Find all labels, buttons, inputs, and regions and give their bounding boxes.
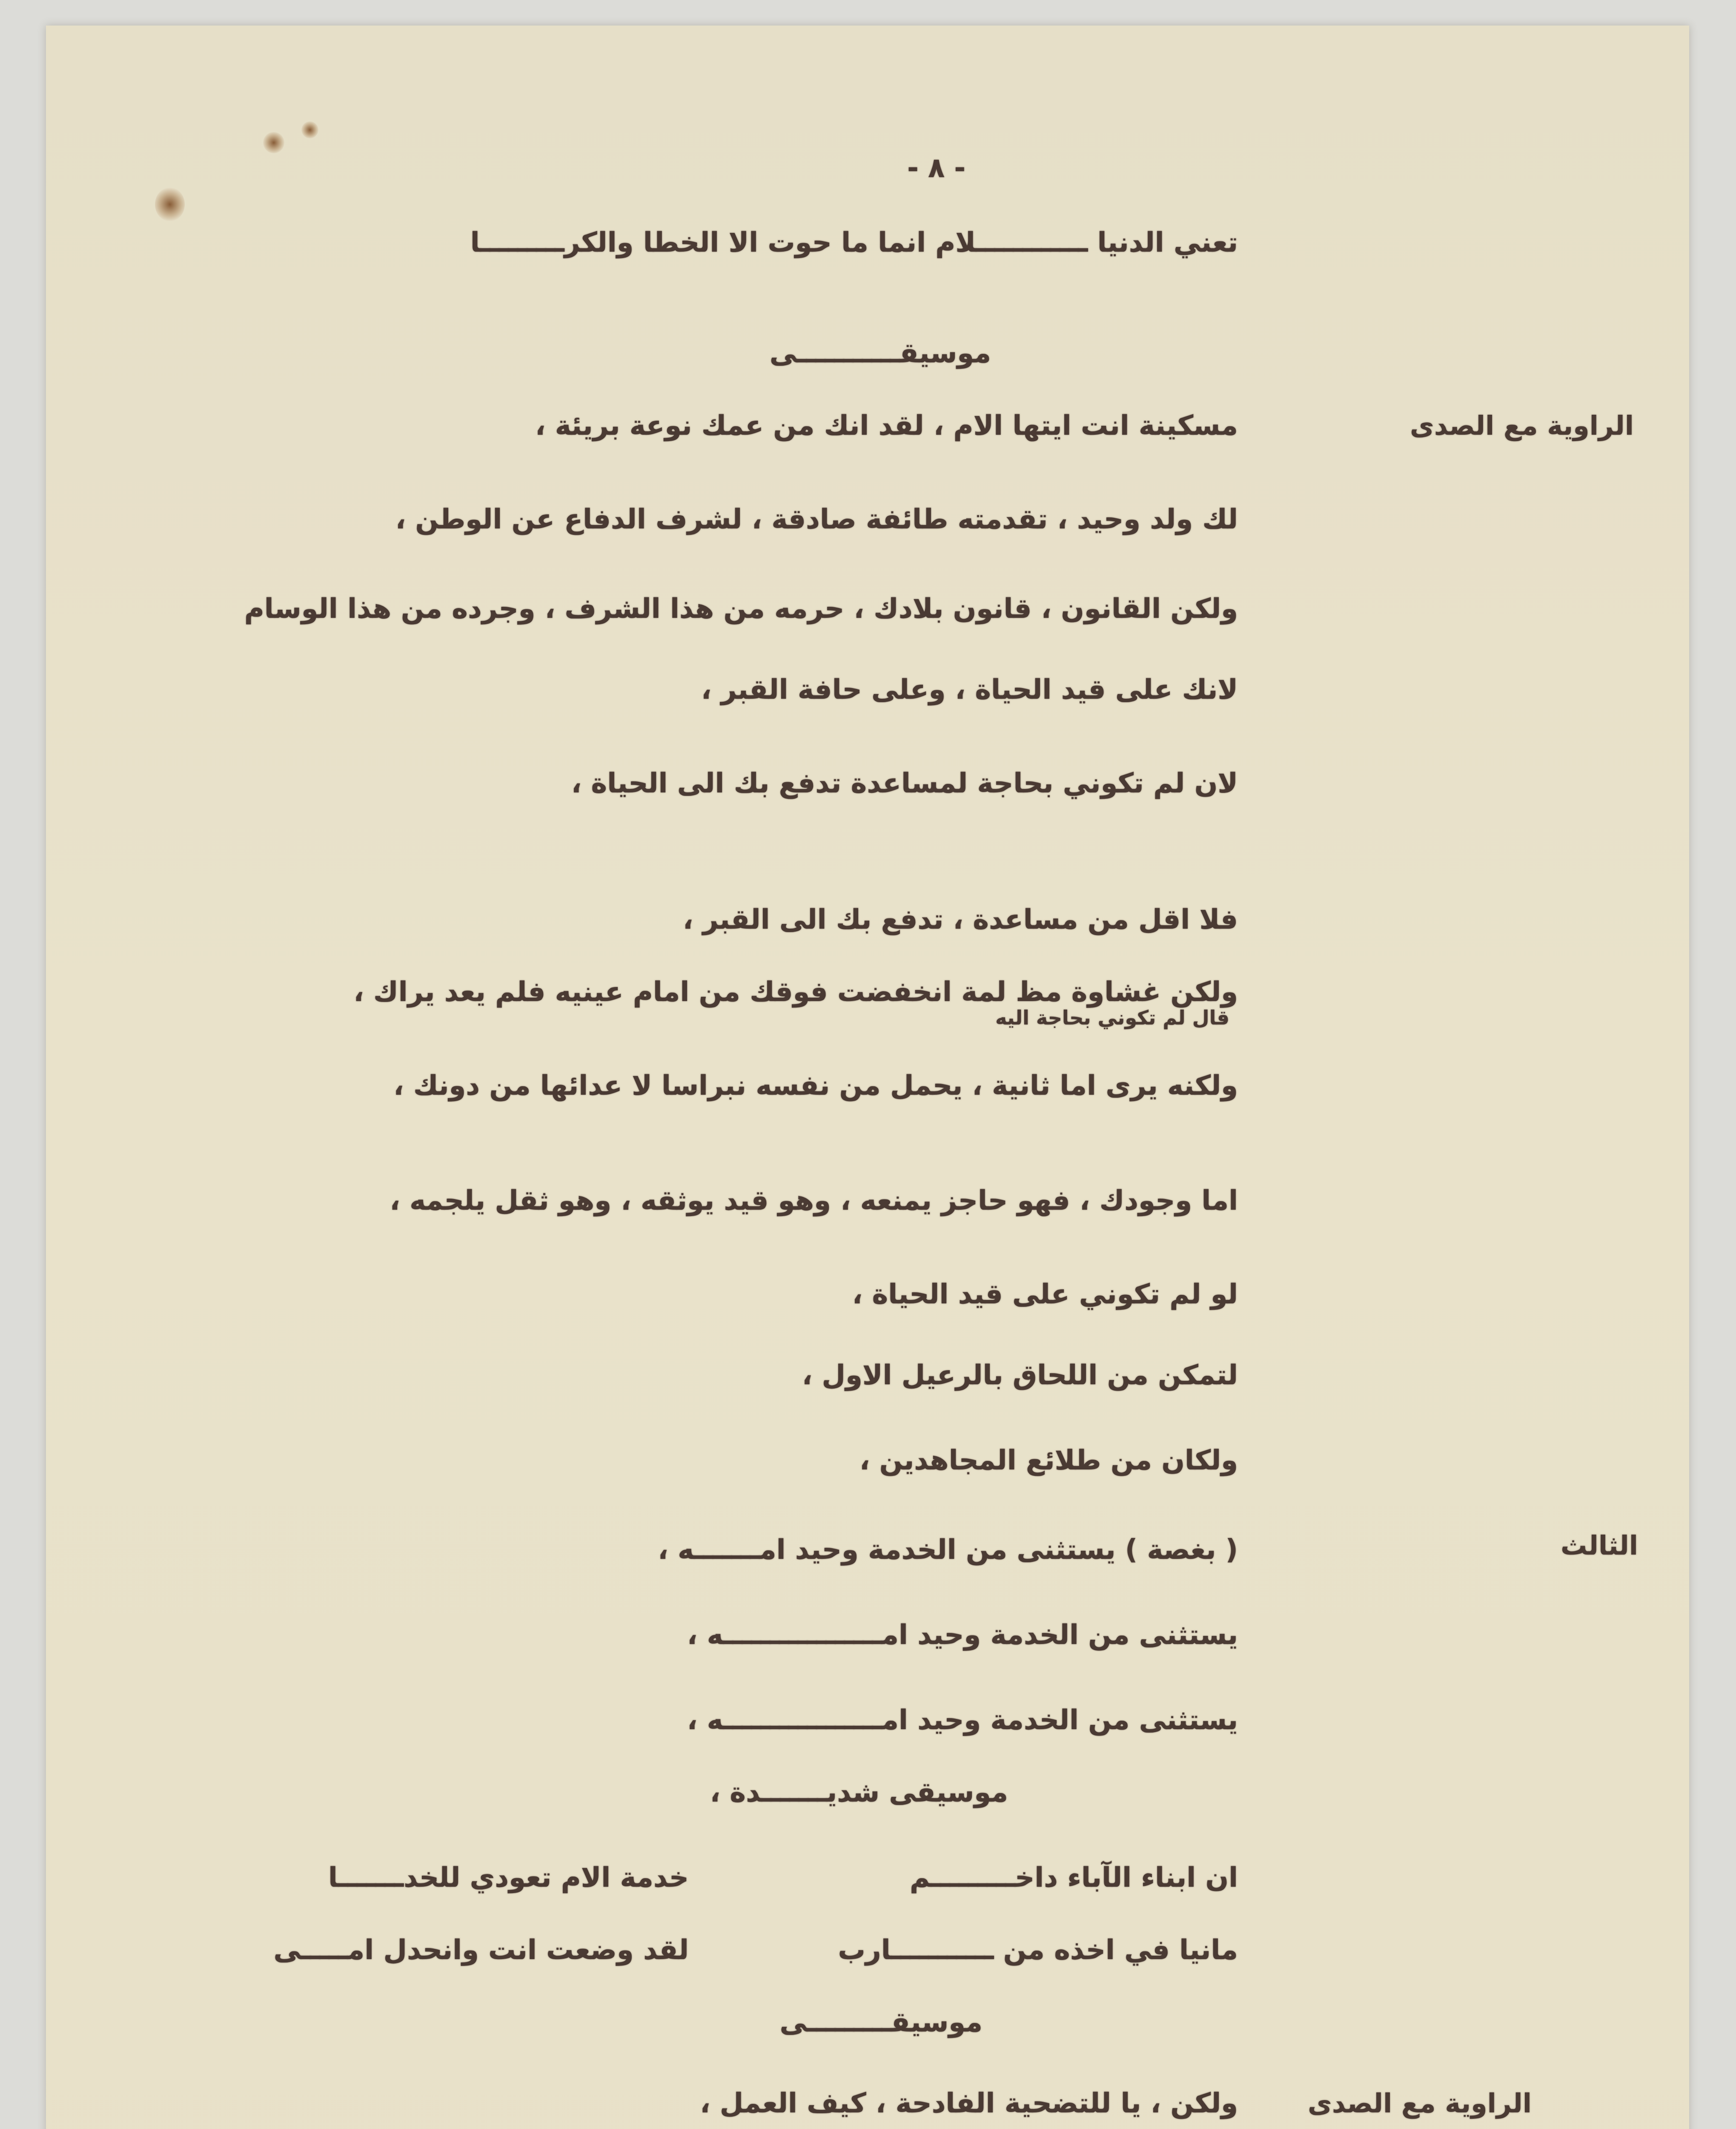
speaker-label: الراوية مع الصدى xyxy=(1308,2088,1532,2119)
burn-stain xyxy=(301,121,318,138)
script-line: لتمكن من اللحاق بالرعيل الاول ، xyxy=(802,1360,1238,1391)
script-line: ولكن ، يا للتضحية الفادحة ، كيف العمل ، xyxy=(700,2088,1238,2119)
page-number: - ٨ - xyxy=(907,152,965,184)
script-line: موسيقـــــــــى xyxy=(779,2007,983,2038)
script-line: مانيا في اخذه من ـــــــــــارب xyxy=(838,1934,1238,1966)
script-line: ولكن غشاوة مظ لمة انخفضت فوقك من امام عينيه فلم يعد يراك ، xyxy=(353,976,1238,1008)
script-line: يستثنى من الخدمة وحيد امـــــــــــــــــه ، xyxy=(687,1704,1238,1736)
script-line: لان لم تكوني بحاجة لمساعدة تدفع بك الى الحياة ، xyxy=(571,768,1238,799)
script-line: لو لم تكوني على قيد الحياة ، xyxy=(852,1279,1238,1310)
handwritten-insertion: قال لم تكوني بحاجة اليه xyxy=(995,1006,1229,1029)
document-page xyxy=(46,26,1689,2129)
script-line: يستثنى من الخدمة وحيد امـــــــــــــــــه ، xyxy=(687,1619,1238,1651)
script-line: لك ولد وحيد ، تقدمته طائفة صادقة ، لشرف الدفاع عن الوطن ، xyxy=(395,504,1238,535)
script-line: موسيقى شديـــــــدة ، xyxy=(710,1777,1008,1808)
script-line: خدمة الام تعودي للخدـــــــا xyxy=(328,1862,689,1894)
script-line: موسيقـــــــــــى xyxy=(769,338,991,369)
script-line: ولكان من طلائع المجاهدين ، xyxy=(859,1445,1238,1476)
script-line: تعني الدنيا ــــــــــــلام انما ما حوت الا الخطا والكرـــــــــا xyxy=(470,227,1238,258)
script-line: ( بغصة ) يستثنى من الخدمة وحيد امـــــــه ، xyxy=(658,1534,1238,1566)
burn-stain xyxy=(263,132,284,153)
script-line: مسكينة انت ايتها الام ، لقد انك من عمك نوعة بريئة ، xyxy=(535,410,1238,442)
script-line: ولكنه يرى اما ثانية ، يحمل من نفسه نبراسا لا عدائها من دونك ، xyxy=(393,1070,1238,1102)
script-line: فلا اقل من مساعدة ، تدفع بك الى القبر ، xyxy=(682,904,1238,935)
script-line: ولكن القانون ، قانون بلادك ، حرمه من هذا الشرف ، وجرده من هذا الوسام xyxy=(244,593,1238,625)
speaker-label: الثالث xyxy=(1560,1530,1638,1561)
script-line: لانك على قيد الحياة ، وعلى حافة القبر ، xyxy=(701,674,1238,706)
script-line: لقد وضعت انت وانحدل امـــــى xyxy=(273,1934,689,1966)
burn-stain xyxy=(155,187,185,221)
script-line: اما وجودك ، فهو حاجز يمنعه ، وهو قيد يوثقه ، وهو ثقل يلجمه ، xyxy=(390,1185,1238,1217)
speaker-label: الراوية مع الصدى xyxy=(1410,410,1634,441)
script-line: ان ابناء الآباء داخـــــــــم xyxy=(910,1862,1238,1894)
